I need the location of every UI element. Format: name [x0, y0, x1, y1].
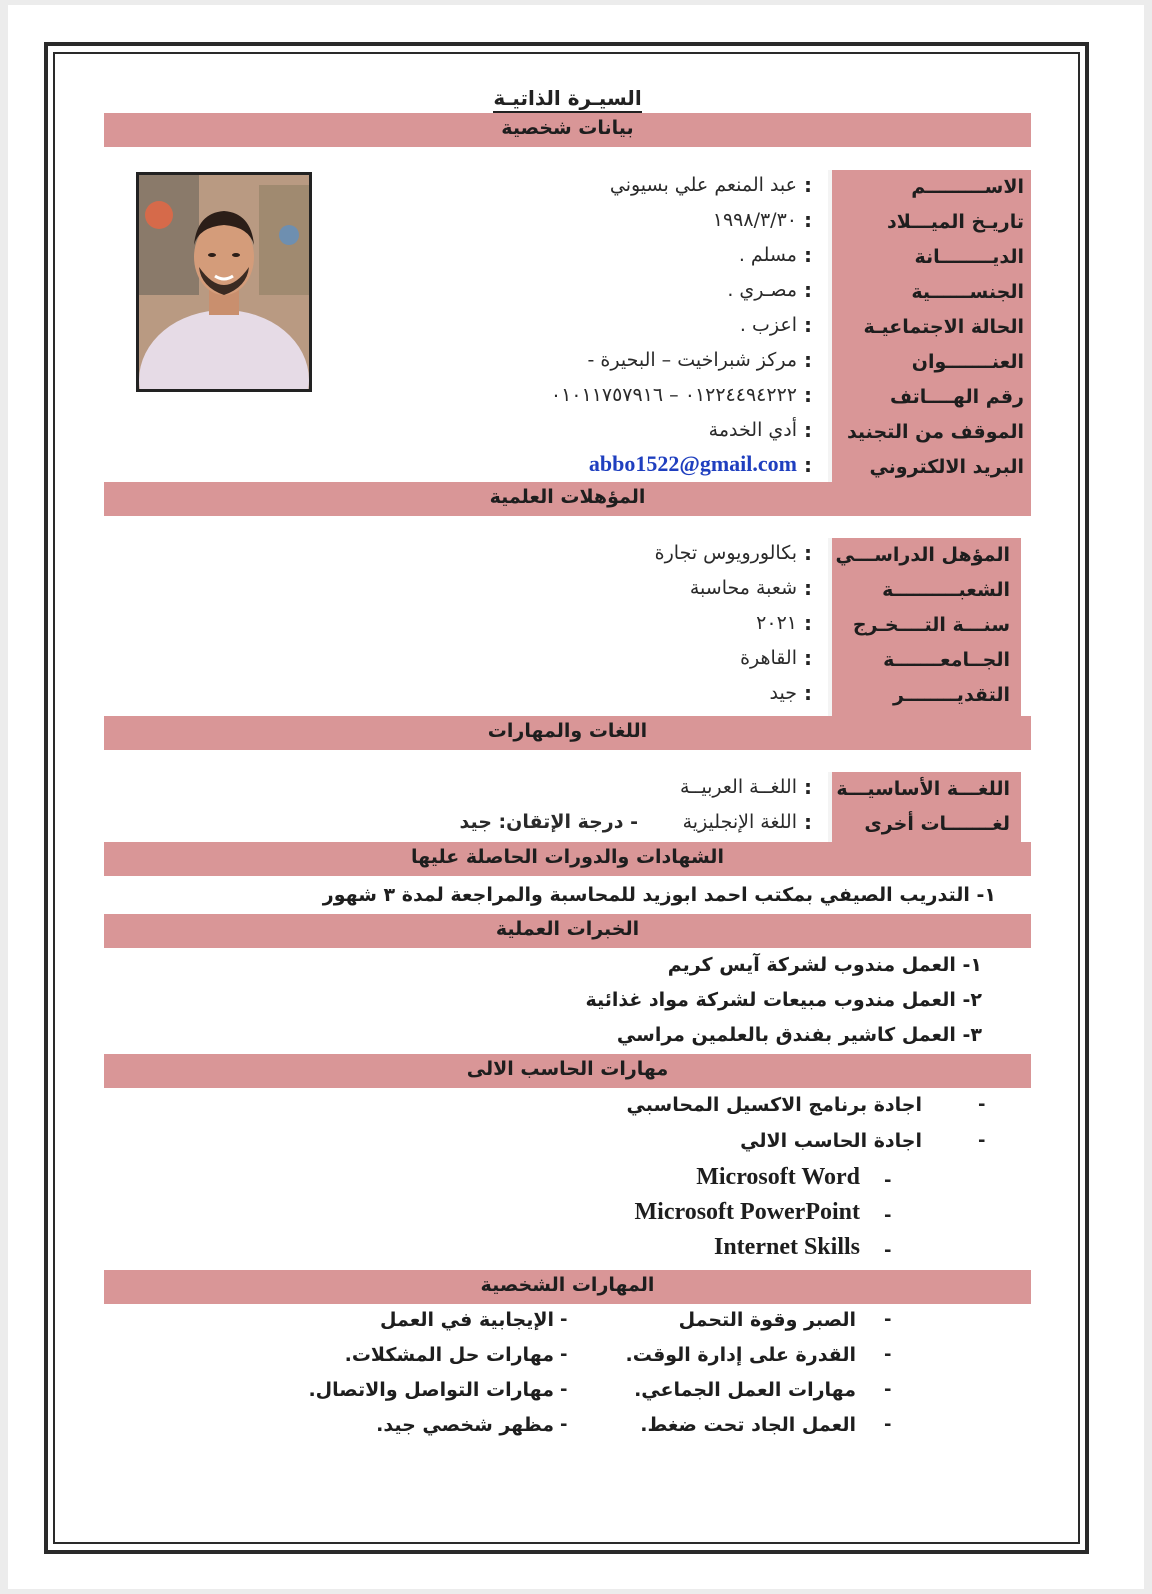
- bullet-dash: -: [884, 1379, 892, 1400]
- personal-value: عبد المنعم علي بسيوني: [609, 174, 797, 196]
- section-title-soft-skills: المهارات الشخصية: [480, 1274, 655, 1296]
- personal-label: الحالة الاجتماعيـة: [863, 316, 1024, 338]
- section-title-personal: بيانات شخصية: [501, 117, 634, 139]
- language-value: اللغة الإنجليزية: [682, 811, 797, 833]
- section-title-computer: مهارات الحاسب الالى: [466, 1058, 669, 1080]
- personal-label: الجنســــــية: [911, 281, 1024, 303]
- colon-separator: :: [804, 576, 812, 600]
- qualification-label: الجــامعـــــــة: [883, 649, 1010, 671]
- language-proficiency: - درجة الإتقان: جيد: [459, 811, 638, 833]
- section-title-languages: اللغات والمهارات: [487, 720, 648, 742]
- qualification-label: الشعبــــــــــة: [882, 579, 1010, 601]
- personal-value: أدي الخدمة: [708, 419, 797, 441]
- qualification-label: التقديــــــــر: [893, 684, 1010, 706]
- language-value: اللغــة العربيــة: [680, 776, 797, 798]
- soft-skill-item: مهارات حل المشكلات.: [344, 1344, 554, 1366]
- colon-separator: :: [804, 173, 812, 197]
- soft-skill-item: مظهر شخصي جيد.: [376, 1414, 554, 1436]
- bullet-dash: -: [884, 1170, 892, 1191]
- personal-label: الديــــــــانة: [914, 246, 1024, 268]
- bullet-dash: -: [978, 1130, 986, 1151]
- personal-label: البريد الالكتروني: [869, 456, 1024, 478]
- qualification-value: القاهرة: [740, 647, 797, 669]
- personal-label: تاريـخ الميـــلاد: [887, 211, 1024, 233]
- personal-value: مسلم .: [738, 244, 797, 266]
- colon-separator: :: [804, 775, 812, 799]
- colon-separator: :: [804, 611, 812, 635]
- personal-label: العنـــــــوان: [911, 351, 1024, 373]
- bullet-dash: -: [884, 1240, 892, 1261]
- soft-skill-item: مهارات العمل الجماعي.: [634, 1379, 856, 1401]
- personal-label: الموقف من التجنيد: [846, 421, 1024, 443]
- email-value: abbo1522@gmail.com: [588, 451, 797, 476]
- bullet-dash: -: [884, 1414, 892, 1435]
- soft-skill-item: مهارات التواصل والاتصال.: [308, 1379, 554, 1401]
- qualification-label: سنـــة التــــخـرج: [852, 614, 1010, 636]
- language-label: اللغـــة الأساسيـــة: [836, 778, 1010, 800]
- personal-value: مصـري .: [727, 279, 797, 301]
- computer-skill-item: اجادة برنامج الاكسيل المحاسبي: [626, 1094, 922, 1116]
- computer-skill-item: Microsoft PowerPoint: [634, 1199, 860, 1225]
- personal-value: ١٩٩٨/٣/٣٠: [712, 209, 797, 231]
- profile-photo: [136, 172, 312, 392]
- soft-skill-item: الإيجابية في العمل: [380, 1309, 554, 1331]
- bullet-dash: -: [884, 1205, 892, 1226]
- personal-value: ٠١٢٢٤٤٩٤٢٢٢ – ٠١٠١١٧٥٧٩١٦: [550, 384, 797, 406]
- colon-separator: :: [804, 383, 812, 407]
- personal-value: مركز شبراخيت – البحيرة -: [587, 349, 797, 371]
- computer-skill-item: اجادة الحاسب الالي: [740, 1130, 922, 1152]
- cv-title: [104, 86, 1031, 110]
- colon-separator: :: [804, 243, 812, 267]
- bullet-dash: -: [560, 1379, 568, 1400]
- soft-skill-item: القدرة على إدارة الوقت.: [625, 1344, 856, 1366]
- computer-skill-item: Internet Skills: [713, 1234, 860, 1260]
- colon-separator: :: [804, 208, 812, 232]
- bullet-dash: -: [560, 1309, 568, 1330]
- section-title-certificates: الشهادات والدورات الحاصلة عليها: [411, 846, 724, 868]
- qualification-label: المؤهل الدراســـي: [835, 544, 1010, 566]
- experience-item: ٢- العمل مندوب مبيعات لشركة مواد غذائية: [585, 989, 982, 1011]
- personal-label: رقم الهــــاتف: [890, 386, 1024, 408]
- colon-separator: :: [804, 418, 812, 442]
- soft-skill-item: العمل الجاد تحت ضغط.: [640, 1414, 856, 1436]
- qualification-value: جيد: [769, 682, 797, 704]
- colon-separator: :: [804, 278, 812, 302]
- colon-separator: :: [804, 313, 812, 337]
- section-title-qualifications: المؤهلات العلمية: [489, 486, 646, 508]
- bullet-dash: -: [884, 1309, 892, 1330]
- colon-separator: :: [804, 541, 812, 565]
- qualification-value: ٢٠٢١: [756, 612, 797, 634]
- personal-label: الاســـــــــم: [911, 176, 1024, 198]
- soft-skill-item: الصبر وقوة التحمل: [678, 1309, 856, 1331]
- colon-separator: :: [804, 810, 812, 834]
- language-label: لغـــــــات أخرى: [864, 813, 1010, 835]
- colon-separator: :: [804, 646, 812, 670]
- experience-item: ١- العمل مندوب لشركة آيس كريم: [667, 954, 982, 976]
- colon-separator: :: [804, 348, 812, 372]
- qualification-value: بكالورويوس تجارة: [654, 542, 797, 564]
- bullet-dash: -: [560, 1414, 568, 1435]
- colon-separator: :: [804, 453, 812, 477]
- personal-value: اعزب .: [739, 314, 797, 336]
- cv-title-text: السيـرة الذاتيـة: [493, 86, 641, 113]
- bullet-dash: -: [884, 1344, 892, 1365]
- qualification-value: شعبة محاسبة: [689, 577, 797, 599]
- colon-separator: :: [804, 681, 812, 705]
- certificate-item: ١- التدريب الصيفي بمكتب احمد ابوزيد للمحاسبة والمراجعة لمدة ٣ شهور: [322, 884, 996, 906]
- experience-item: ٣- العمل كاشير بفندق بالعلمين مراسي: [616, 1024, 982, 1046]
- section-title-experience: الخبرات العملية: [495, 918, 640, 940]
- computer-skill-item: Microsoft Word: [696, 1164, 860, 1190]
- bullet-dash: -: [978, 1094, 986, 1115]
- bullet-dash: -: [560, 1344, 568, 1365]
